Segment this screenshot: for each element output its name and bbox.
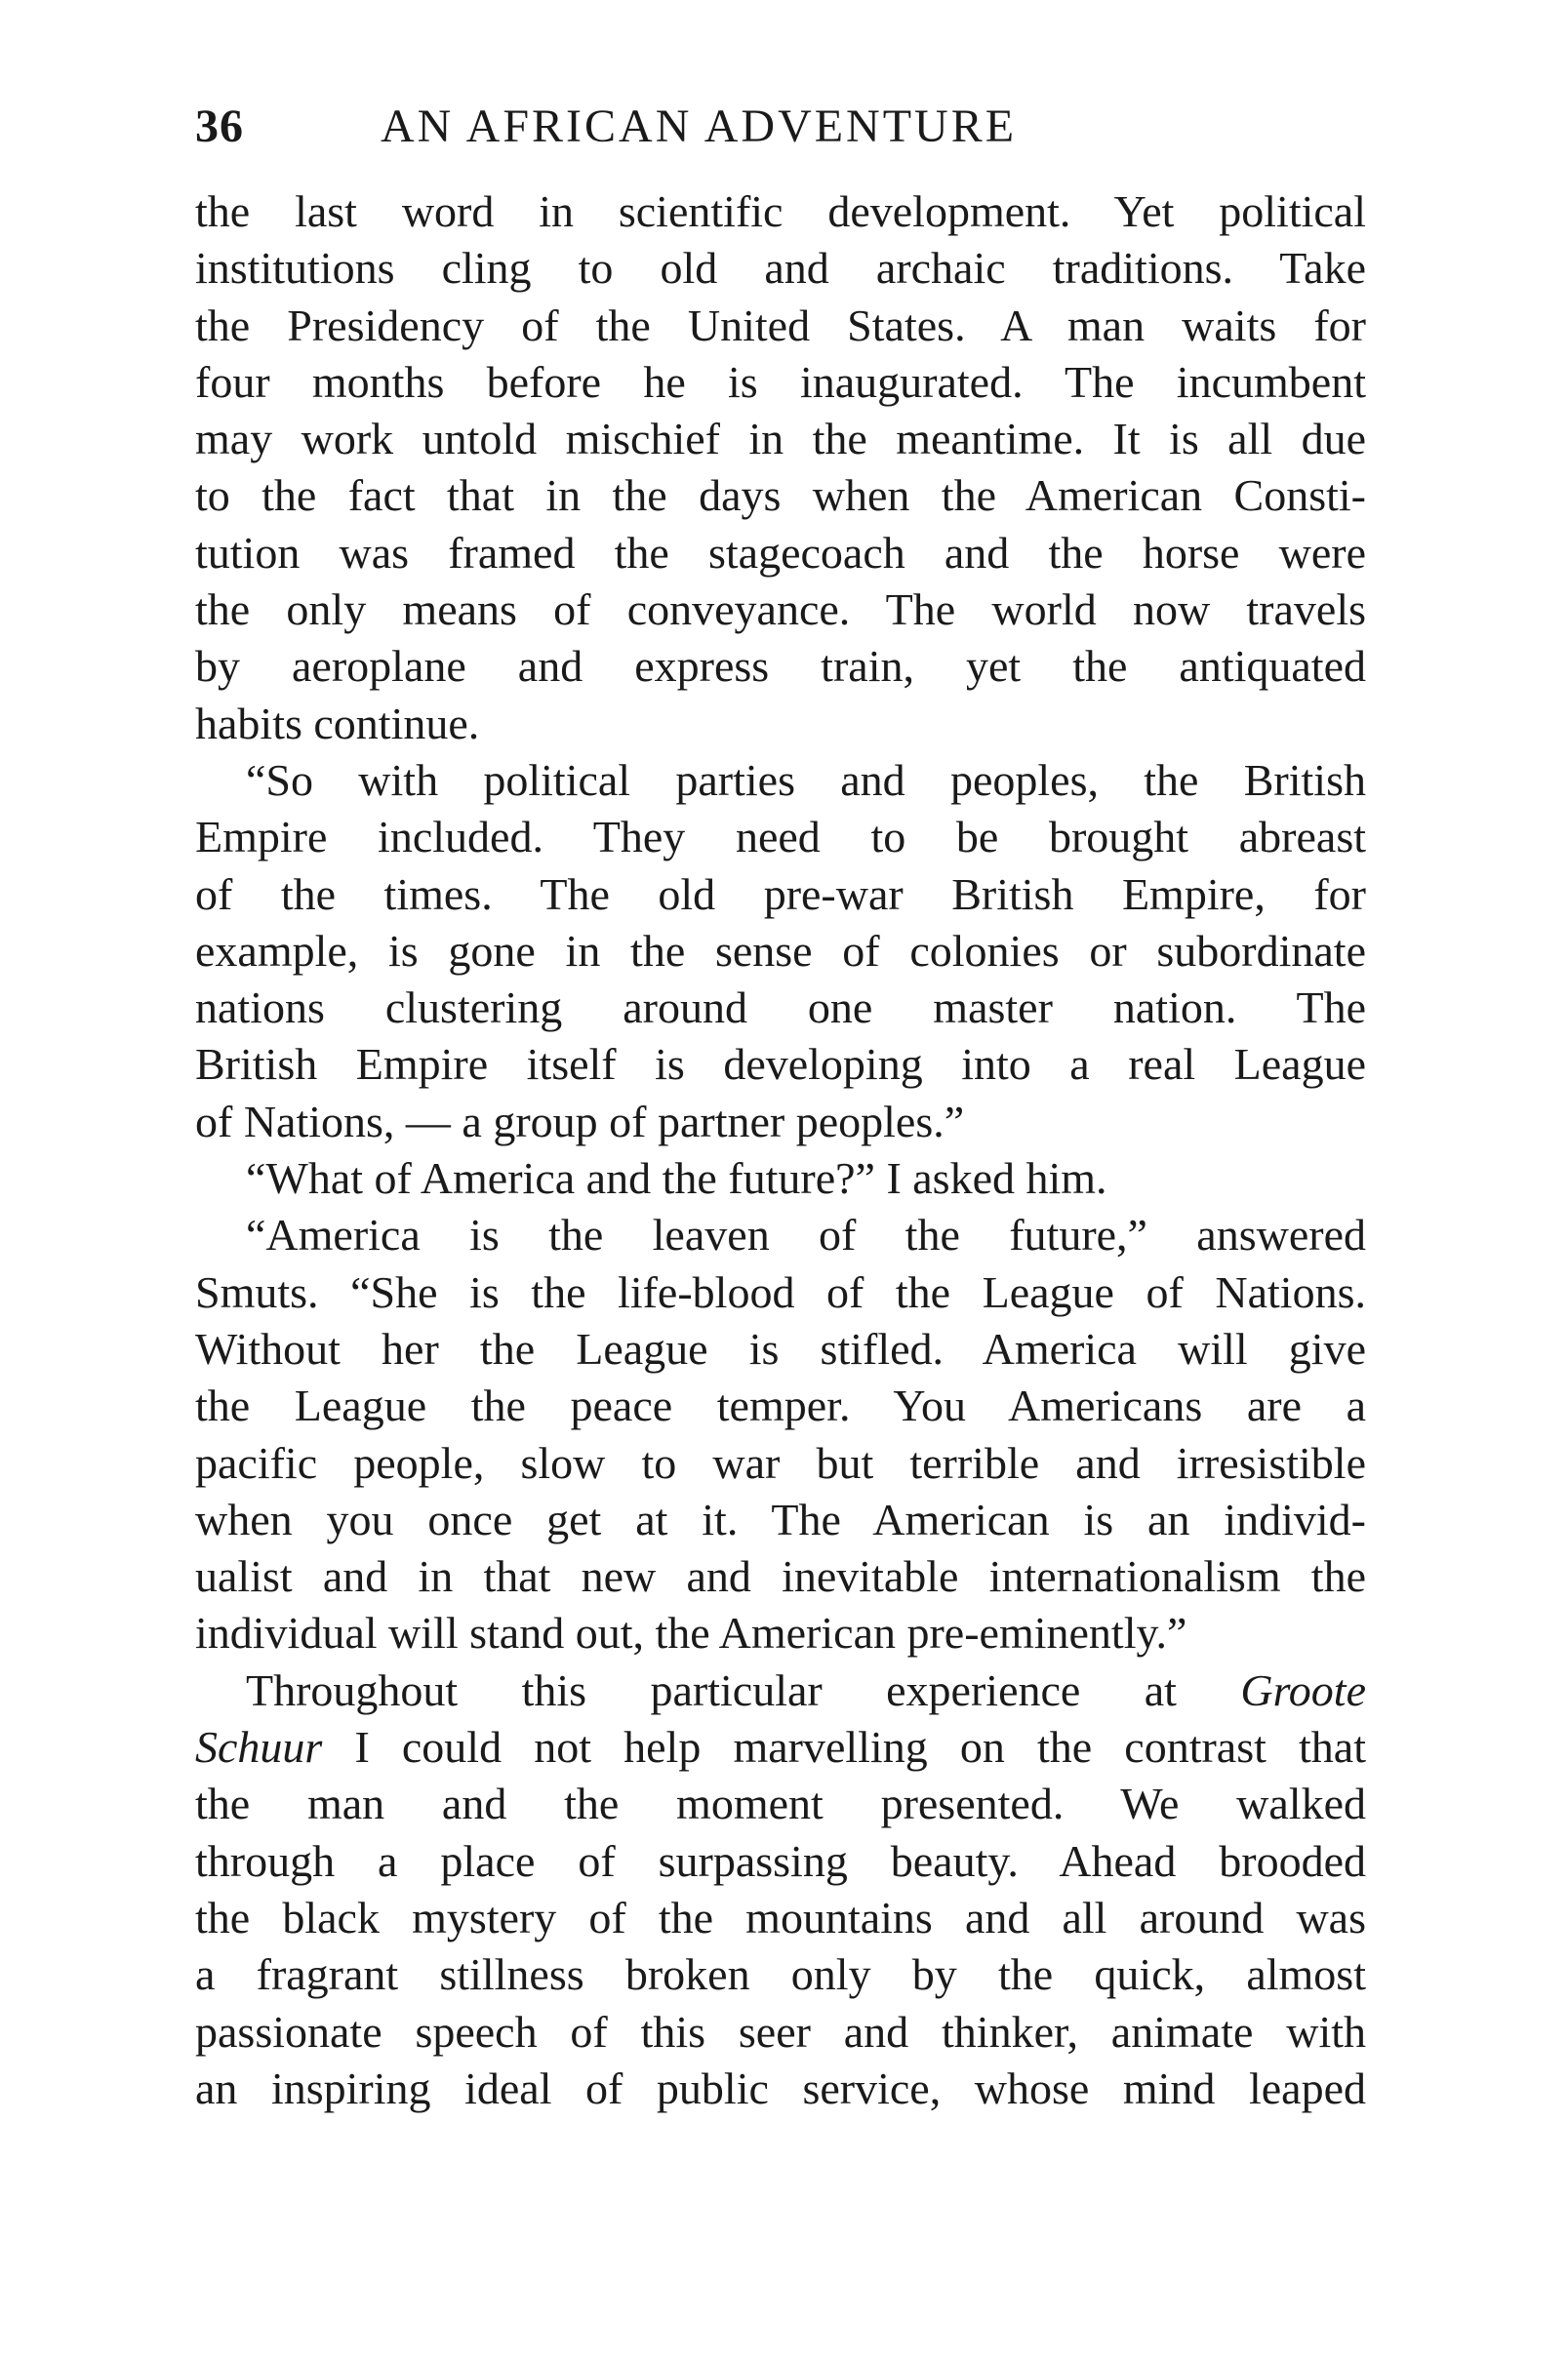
page-header [195, 96, 1366, 158]
text-line: an inspiring ideal of public service, whose mind leaped [195, 2063, 1366, 2113]
text-line: habits continue. [195, 698, 480, 748]
text-line: of the times. The old pre-war British Empire, for [195, 868, 1366, 919]
text-line: the last word in scientific development. Yet political [195, 186, 1366, 236]
text-segment: I could not help marvelling on the contrast that [354, 1722, 1366, 1773]
text-line: four months before he is inaugurated. The incumbent [195, 356, 1366, 407]
text-line [195, 1719, 1366, 1776]
text-line: to the fact that in the days when the American Consti- [195, 470, 1366, 521]
text-line: “So with political parties and peoples, the British [246, 754, 1366, 805]
text-line: through a place of surpassing beauty. Ahead brooded [195, 1835, 1366, 1886]
text-line: “What of America and the future?” I asked him. [246, 1153, 1107, 1204]
body-text [195, 183, 1366, 2117]
text-line: “America is the leaven of the future,” answered [246, 1210, 1366, 1261]
text-line: nations clustering around one master nation. The [195, 982, 1366, 1033]
text-line [195, 1662, 1366, 1719]
text-line: tution was framed the stagecoach and the horse were [195, 527, 1366, 578]
text-line: a fragrant stillness broken only by the quick, almost [195, 1949, 1366, 2000]
text-line: passionate speech of this seer and thinker, animate with [195, 2006, 1366, 2057]
text-line: the League the peace temper. You Americans are a [195, 1381, 1366, 1431]
text-line: the Presidency of the United States. A man waits for [195, 300, 1366, 350]
text-line: by aeroplane and express train, yet the antiquated [195, 641, 1366, 692]
italic-text: Schuur [195, 1722, 323, 1773]
text-line: Empire included. They need to be brought abreast [195, 812, 1366, 862]
text-line: pacific people, slow to war but terrible and irresistible [195, 1437, 1366, 1488]
text-line: of Nations, — a group of partner peoples.” [195, 1096, 965, 1146]
text-line: ualist and in that new and inevitable internationalism the [195, 1551, 1366, 1602]
text-line: institutions cling to old and archaic traditions. Take [195, 243, 1366, 294]
text-segment: Throughout this particular experience at [246, 1664, 1177, 1715]
text-line: example, is gone in the sense of colonies or subordinate [195, 925, 1366, 976]
page-number: 36 [195, 100, 244, 152]
text-line: individual will stand out, the American pre-eminently.” [195, 1608, 1187, 1659]
text-line: Without her the League is stifled. America will give [195, 1323, 1366, 1374]
text-line: Smuts. “She is the life-blood of the League of Nations. [195, 1266, 1366, 1317]
running-title: AN AFRICAN ADVENTURE [381, 100, 1018, 152]
italic-text: Groote [1240, 1664, 1366, 1715]
text-line: the black mystery of the mountains and all around was [195, 1892, 1366, 1942]
text-line: the man and the moment presented. We walked [195, 1779, 1366, 1829]
text-line: may work untold mischief in the meantime. It is all due [195, 414, 1366, 464]
text-line: British Empire itself is developing into a real League [195, 1039, 1366, 1090]
text-line: the only means of conveyance. The world now travels [195, 584, 1366, 635]
text-line: when you once get at it. The American is an individ- [195, 1494, 1366, 1544]
